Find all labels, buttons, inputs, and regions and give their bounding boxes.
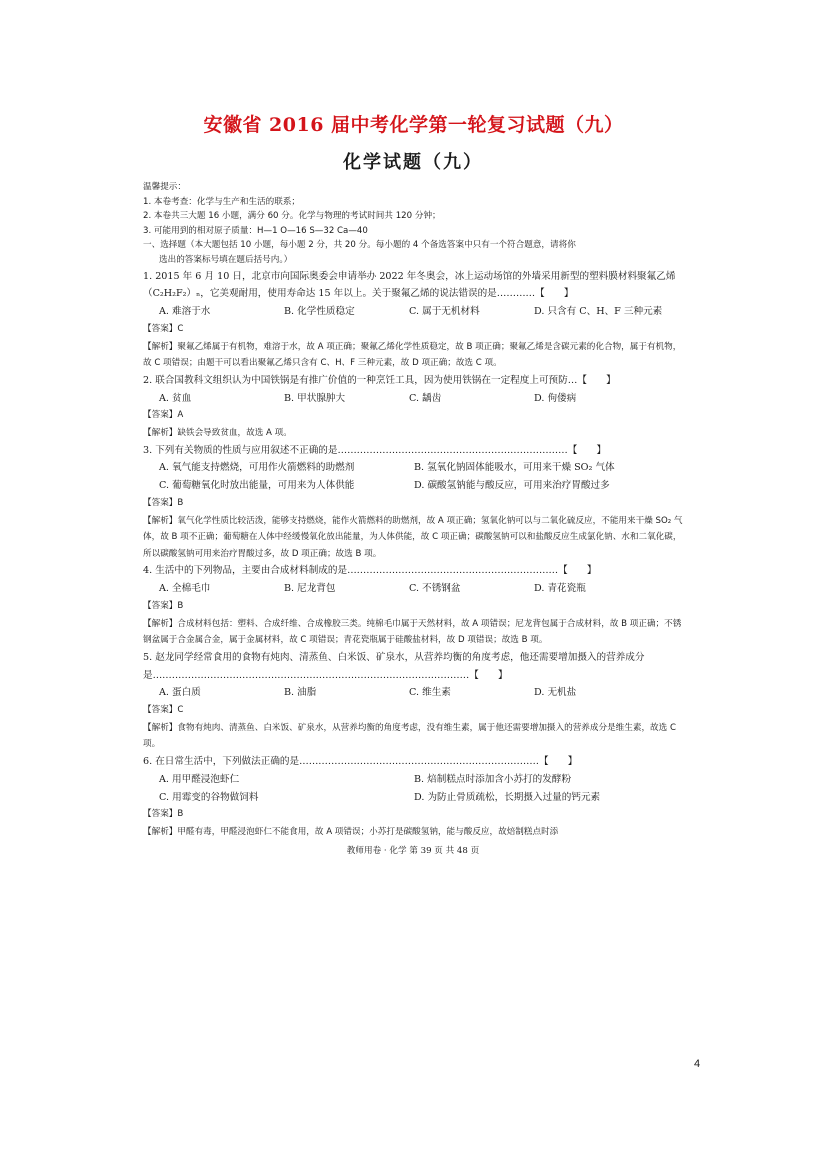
options (143, 303, 683, 321)
answer-bracket: 【 】 (538, 755, 578, 767)
exam-title: 化学试题（九） (343, 152, 483, 173)
question-4 (143, 562, 683, 648)
option-b: B. 甲状腺肿大 (284, 392, 346, 404)
section-heading-cont: 选出的答案标号填在题后括号内。） (159, 254, 293, 265)
answer: 【答案】A (143, 410, 184, 421)
question-6 (143, 753, 683, 841)
option-b: B. 焙制糕点时添加含小苏打的发酵粉 (414, 773, 572, 785)
question-stem: 6. 在日常生活中，下列做法正确的是…………………………………………………………………【 】 (143, 755, 578, 767)
option-b: B. 化学性质稳定 (284, 306, 355, 318)
explanation: 【解析】合成材料包括：塑料、合成纤维、合成橡胶三类。纯棉毛巾属于天然材料，故 A 项错误；尼龙背包属于合成材料，故 B 项正确；不锈钢盆属于合金属合金，属于金属材料，故 C 项错误；青花瓷瓶属于硅酸盐材料，故 D 项错误；故选 B 项。 (143, 618, 682, 646)
options (143, 580, 683, 598)
note-item: 2. 本卷共三大题 16 小题，满分 60 分。化学与物理的考试时间共 120 分钟； (143, 211, 441, 222)
question-5 (143, 649, 683, 753)
options (143, 477, 683, 495)
option-a: A. 全棉毛巾 (159, 583, 211, 595)
option-b: B. 油脂 (284, 687, 317, 699)
option-b: B. 尼龙背包 (284, 583, 336, 595)
explanation: 【解析】聚氟乙烯属于有机物，难溶于水，故 A 项正确；聚氟乙烯化学性质稳定，故 B 项正确；聚氟乙烯是含碳元素的化合物，属于有机物，故 C 项错误；由题干可以看出聚氟乙烯只含有 C、H、F 三种元素，故 D 项正确；故选 C 项。 (143, 341, 682, 369)
answer: 【答案】B (143, 600, 184, 611)
option-c: C. 龋齿 (409, 392, 442, 404)
answer-bracket: 【 】 (469, 669, 508, 681)
option-d: D. 碳酸氢钠能与酸反应，可用来治疗胃酸过多 (414, 480, 610, 492)
explanation: 【解析】缺铁会导致贫血，故选 A 项。 (143, 428, 292, 439)
option-d: D. 只含有 C、H、F 三种元素 (534, 306, 663, 318)
options (143, 390, 683, 408)
scan-footer: 教师用卷 · 化学 第 39 页 共 48 页 (346, 845, 480, 856)
notes-block (143, 180, 683, 268)
explanation: 【解析】甲醛有毒，甲醛浸泡虾仁不能食用，故 A 项错误；小苏打是碳酸氢钠，能与酸反应，故焙制糕点时添 (143, 827, 559, 838)
option-a: A. 蛋白质 (159, 687, 201, 699)
question-stem: 5. 赵龙同学经常食用的食物有炖肉、清蒸鱼、白米饭、矿泉水，从营养均衡的角度考虑，他还需要增加摄入的营养成分是………………………………………………………………………………………【 】 (143, 651, 645, 681)
option-c: C. 属于无机材料 (409, 306, 480, 318)
option-c: C. 葡萄糖氧化时放出能量，可用来为人体供能 (159, 480, 355, 492)
explanation: 【解析】氧气化学性质比较活泼，能够支持燃烧，能作火箭燃料的助燃剂，故 A 项正确；氢氧化钠可以与二氧化硫反应，不能用来干燥 SO₂ 气体，故 B 项不正确；葡萄糖在人体中经缓慢氧化放出能量，为人体供能，故 C 项正确；碳酸氢钠可以和盐酸反应生成氯化钠、水和二氧化碳，所以碳酸氢钠可用来治疗胃酸过多，故 D 项正确；故选 B 项。 (143, 515, 683, 559)
answer-bracket: 【 】 (535, 288, 574, 300)
section-heading: 一、选择题（本大题包括 10 小题，每小题 2 分，共 20 分。每小题的 4 个备选答案中只有一个符合题意，请将你 (143, 240, 576, 251)
option-a: A. 氧气能支持燃烧，可用作火箭燃料的助燃剂 (159, 462, 355, 474)
answer-bracket: 【 】 (558, 565, 597, 577)
options (143, 789, 683, 807)
question-stem: 1. 2015 年 6 月 10 日，北京市向国际奥委会申请举办 2022 年冬奥会，冰上运动场馆的外墙采用新型的塑料膜材料聚氟乙烯（C₂H₂F₂）ₙ，它美观耐用，使用寿命达 15 年以上。关于聚氟乙烯的说法错误的是…………【 】 (143, 270, 676, 300)
question-stem: 2. 联合国教科文组织认为中国铁锅是有推广价值的一种烹饪工具，因为使用铁锅在一定程度上可预防…【 】 (143, 374, 616, 386)
notes-heading: 温馨提示： (143, 182, 186, 192)
options (143, 684, 683, 702)
answer: 【答案】C (143, 323, 184, 334)
option-d: D. 为防止骨质疏松，长期摄入过量的钙元素 (414, 791, 601, 803)
answer: 【答案】C (143, 705, 184, 716)
note-item: 1. 本卷考查：化学与生产和生活的联系； (143, 196, 301, 207)
question-stem: 3. 下列有关物质的性质与应用叙述不正确的是………………………………………………………………【 】 (143, 444, 607, 456)
page-number: 4 (694, 1058, 701, 1070)
option-a: A. 贫血 (159, 392, 192, 404)
note-item: 3. 可能用到的相对原子质量：H—1 O—16 S—32 Ca—40 (143, 225, 368, 236)
page-title: 安徽省 2016 届中考化学第一轮复习试题（九） (203, 114, 624, 136)
question-3 (143, 442, 683, 563)
options (143, 459, 683, 477)
option-b: B. 氢氧化钠固体能吸水，可用来干燥 SO₂ 气体 (414, 462, 615, 474)
answer-bracket: 【 】 (567, 444, 607, 456)
option-c: C. 维生素 (409, 687, 451, 699)
answer-bracket: 【 】 (577, 374, 616, 386)
question-1 (143, 268, 683, 372)
option-a: A. 用甲醛浸泡虾仁 (159, 773, 240, 785)
option-d: D. 无机盐 (534, 687, 577, 699)
option-c: C. 用霉变的谷物做饲料 (159, 791, 259, 803)
answer: 【答案】B (143, 809, 184, 820)
explanation: 【解析】食物有炖肉、清蒸鱼、白米饭、矿泉水，从营养均衡的角度考虑，没有维生素，属于他还需要增加摄入的营养成分是维生素，故选 C 项。 (143, 722, 676, 750)
option-d: D. 佝偻病 (534, 392, 577, 404)
options (143, 771, 683, 789)
question-stem: 4. 生活中的下列物品，主要由合成材料制成的是…………………………………………………………【 】 (143, 565, 597, 577)
answer: 【答案】B (143, 498, 184, 509)
option-a: A. 难溶于水 (159, 306, 211, 318)
option-d: D. 青花瓷瓶 (534, 583, 586, 595)
option-c: C. 不锈钢盆 (409, 583, 461, 595)
question-2 (143, 372, 683, 442)
scanned-exam-page (143, 148, 683, 860)
